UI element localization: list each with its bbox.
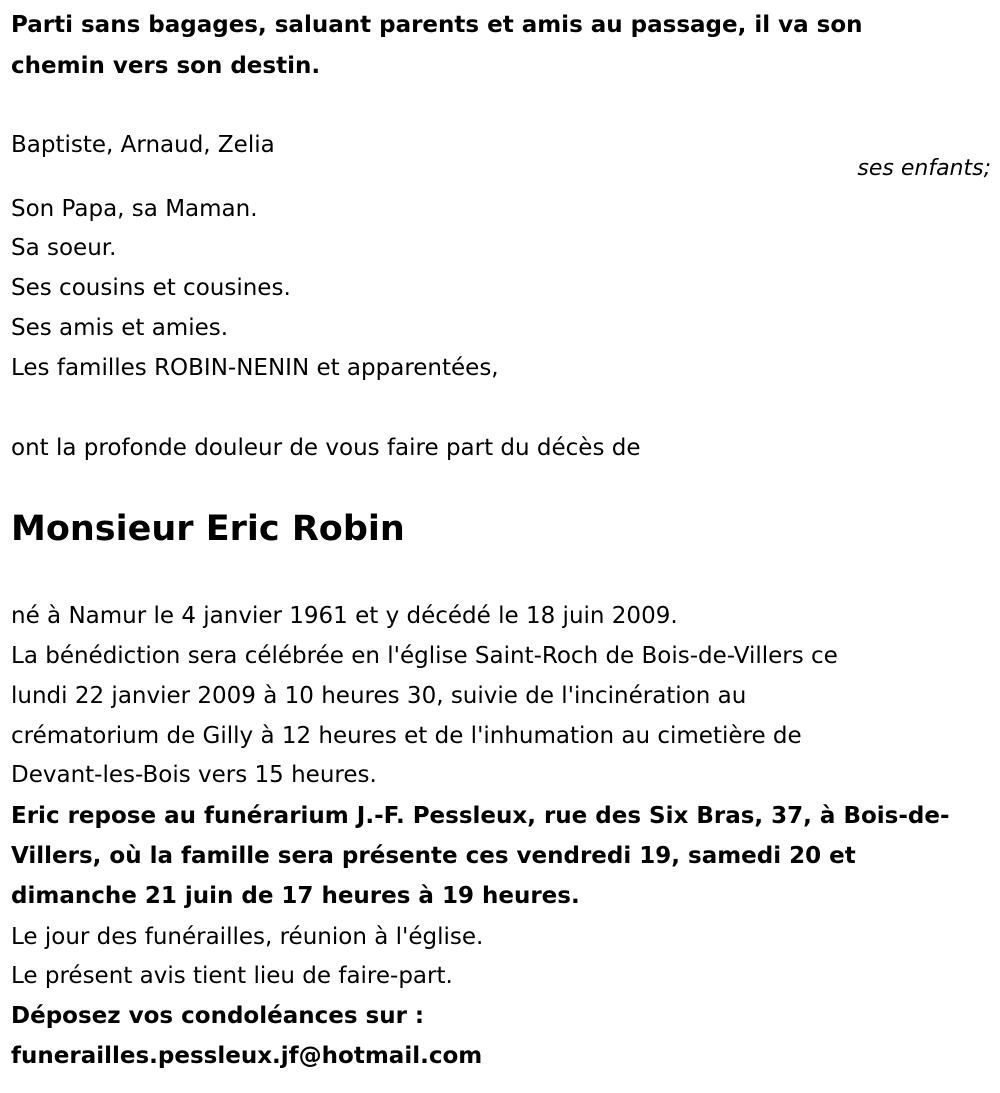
details-line-3: lundi 22 janvier 2009 à 10 heures 30, suivie de l'incinération au	[11, 683, 747, 709]
family-line-1: Son Papa, sa Maman.	[11, 196, 258, 222]
visitation-line-3: dimanche 21 juin de 17 heures à 19 heures.	[11, 883, 580, 909]
details-line-4: crématorium de Gilly à 12 heures et de l'inhumation au cimetière de	[11, 723, 802, 749]
visitation-line-2: Villers, où la famille sera présente ces vendredi 19, samedi 20 et	[11, 843, 856, 869]
announcement-text: ont la profonde douleur de vous faire part du décès de	[11, 435, 641, 461]
closing-line-2: Le présent avis tient lieu de faire-part.	[11, 963, 453, 989]
family-line-5: Les familles ROBIN-NENIN et apparentées,	[11, 355, 499, 381]
epigraph-line-2: chemin vers son destin.	[11, 53, 321, 79]
details-line-1: né à Namur le 4 janvier 1961 et y décédé le 18 juin 2009.	[11, 603, 678, 629]
family-line-3: Ses cousins et cousines.	[11, 275, 291, 301]
details-line-5: Devant-les-Bois vers 15 heures.	[11, 762, 377, 788]
condolences-label: Déposez vos condoléances sur :	[11, 1003, 425, 1029]
children-names: Baptiste, Arnaud, Zelia	[11, 132, 275, 158]
condolences-email: funerailles.pessleux.jf@hotmail.com	[11, 1043, 483, 1069]
family-line-4: Ses amis et amies.	[11, 315, 229, 341]
family-line-2: Sa soeur.	[11, 235, 117, 261]
deceased-name: Monsieur Eric Robin	[11, 509, 405, 549]
children-role: ses enfants;	[857, 156, 991, 181]
visitation-line-1: Eric repose au funérarium J.-F. Pessleux, rue des Six Bras, 37, à Bois-de-	[11, 803, 950, 829]
closing-line-1: Le jour des funérailles, réunion à l'église.	[11, 924, 484, 950]
details-line-2: La bénédiction sera célébrée en l'église Saint-Roch de Bois-de-Villers ce	[11, 643, 838, 669]
epigraph-line-1: Parti sans bagages, saluant parents et amis au passage, il va son	[11, 12, 863, 38]
